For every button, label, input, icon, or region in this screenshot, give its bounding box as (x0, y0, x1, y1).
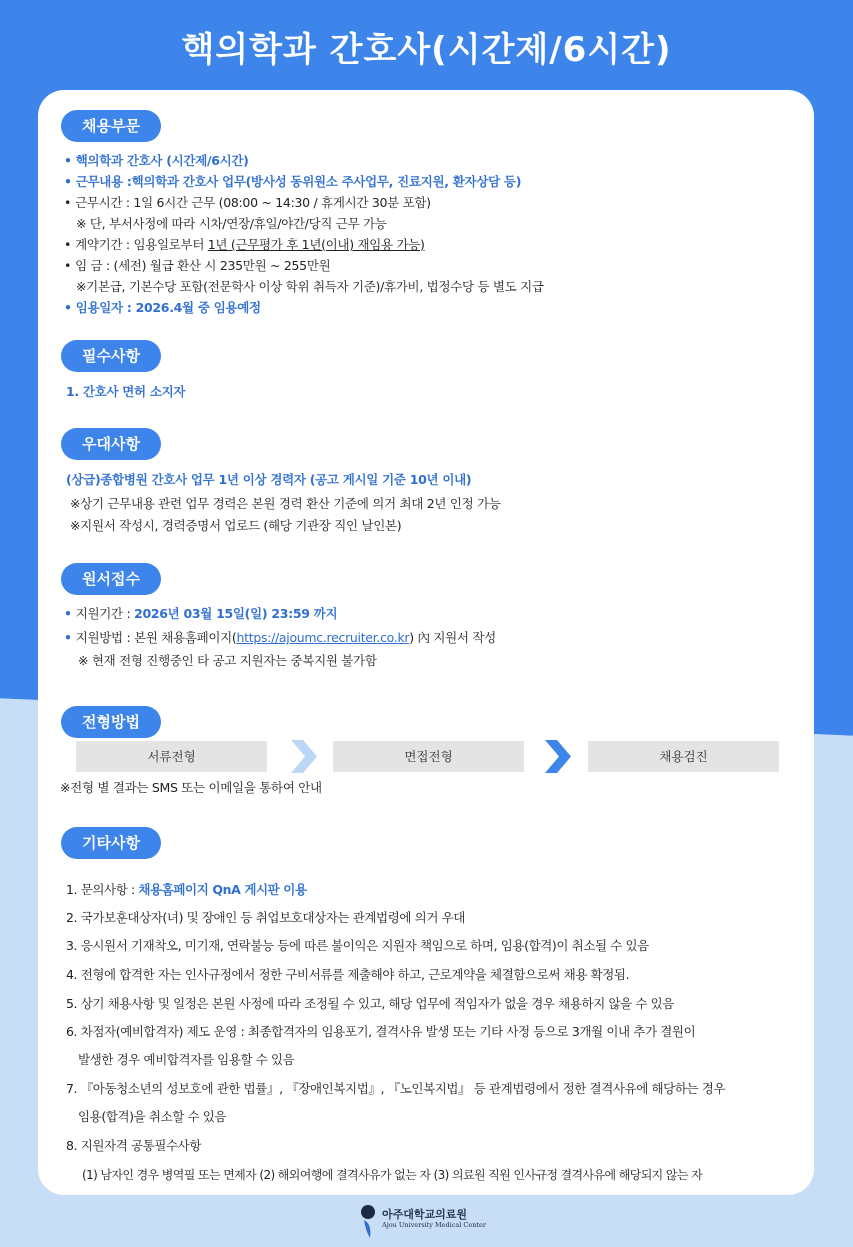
etc-item-8: 8. 지원자격 공통필수사항 (66, 1138, 202, 1153)
process-step-1: 서류전형 (76, 741, 267, 772)
preferred-line-3: ※지원서 작성시, 경력증명서 업로드 (해당 기관장 직인 날인본) (70, 518, 402, 533)
section-label-etc: 기타사항 (61, 827, 161, 859)
etc-item-4: 4. 전형에 합격한 자는 인사규정에서 정한 구비서류를 제출해야 하고, 근로계약을 체결함으로써 채용 확정됨. (66, 967, 630, 982)
recruit-line-7: ※기본급, 기본수당 포함(전문학사 이상 학위 취득자 기준)/휴가비, 법정수당 등 별도 지급 (76, 279, 544, 294)
required-line-1: 1. 간호사 면허 소지자 (66, 384, 186, 399)
section-label-preferred: 우대사항 (61, 428, 161, 460)
section-label-process: 전형방법 (61, 706, 161, 738)
logo-mark-icon (360, 1204, 378, 1240)
preferred-line-2: ※상기 근무내용 관련 업무 경력은 본원 경력 환산 기준에 의거 최대 2년 인정 가능 (70, 496, 501, 511)
recruit-line-4: ※ 단, 부서사정에 따라 시차/연장/휴일/야간/당직 근무 가능 (76, 216, 387, 231)
preferred-line-1: (상급)종합병원 간호사 업무 1년 이상 경력자 (공고 게시일 기준 10년 이내) (66, 472, 472, 487)
page-title: 핵의학과 간호사(시간제/6시간) (181, 30, 672, 70)
process-step-3: 채용검진 (588, 741, 779, 772)
process-step-2: 면접전형 (333, 741, 524, 772)
logo-name-en: Ajou University Medical Center (382, 1221, 486, 1229)
etc-item-7: 7. 『아동청소년의 성보호에 관한 법률』, 『장애인복지법』, 『노인복지법』 등 관계법령에서 정한 결격사유에 해당하는 경우 (66, 1081, 726, 1096)
apply-line-3: ※ 현재 전형 진행중인 타 공고 지원자는 중복지원 불가함 (78, 653, 377, 668)
process-note: ※전형 별 결과는 SMS 또는 이메일을 통하여 안내 (60, 780, 322, 795)
section-label-apply: 원서접수 (61, 563, 161, 595)
etc-item-3: 3. 응시원서 기재착오, 미기재, 연락불능 등에 따른 불이익은 지원자 책임으로 하며, 임용(합격)이 취소될 수 있음 (66, 938, 649, 953)
apply-line-2: • 지원방법 : 본원 채용홈페이지(https://ajoumc.recruiter.co.kr) 內 지원서 작성 (64, 630, 496, 645)
etc-item-7-cont: 임용(합격)을 취소할 수 있음 (78, 1109, 227, 1124)
recruit-line-3: • 근무시간 : 1일 6시간 근무 (08:00 ~ 14:30 / 휴게시간 30분 포함) (64, 195, 431, 210)
apply-line-1: • 지원기간 : 2026년 03월 15일(일) 23:59 까지 (64, 606, 338, 621)
chevron-right-icon (543, 740, 573, 773)
etc-item-1: 1. 문의사항 : 채용홈페이지 QnA 게시판 이용 (66, 882, 307, 897)
recruit-line-2: • 근무내용 :핵의학과 간호사 업무(방사성 동위원소 주사업무, 진료지원, 환자상담 등) (64, 174, 522, 189)
etc-item-8-sub: (1) 남자인 경우 병역필 또는 면제자 (2) 해외여행에 결격사유가 없는 자 (3) 의료원 직원 인사규정 결격사유에 해당되지 않는 자 (82, 1168, 703, 1182)
etc-item-6: 6. 차점자(예비합격자) 제도 운영 : 최종합격자의 임용포기, 결격사유 발생 또는 기타 사정 등으로 3개월 이내 추가 결원이 (66, 1024, 696, 1039)
recruit-line-5: • 계약기간 : 임용일로부터 1년 (근무평가 후 1년(이내) 재임용 가능) (64, 237, 425, 252)
recruit-line-6: • 임 금 : (세전) 월급 환산 시 235만원 ~ 255만원 (64, 258, 331, 273)
apply-link[interactable]: https://ajoumc.recruiter.co.kr (236, 630, 410, 645)
section-label-recruit: 채용부문 (61, 110, 161, 142)
etc-item-5: 5. 상기 채용사항 및 일정은 본원 사정에 따라 조정될 수 있고, 해당 업무에 적임자가 없을 경우 채용하지 않을 수 있음 (66, 996, 674, 1011)
etc-item-6-cont: 발생한 경우 예비합격자를 임용할 수 있음 (78, 1052, 295, 1067)
recruit-line-1: • 핵의학과 간호사 (시간제/6시간) (64, 153, 249, 168)
logo-name-ko: 아주대학교의료원 (382, 1208, 468, 1221)
section-label-required: 필수사항 (61, 340, 161, 372)
hospital-logo (360, 1204, 500, 1240)
etc-item-2: 2. 국가보훈대상자(녀) 및 장애인 등 취업보호대상자는 관계법령에 의거 우대 (66, 910, 465, 925)
chevron-right-icon (289, 740, 319, 773)
recruit-line-8: • 임용일자 : 2026.4월 중 임용예정 (64, 300, 261, 315)
